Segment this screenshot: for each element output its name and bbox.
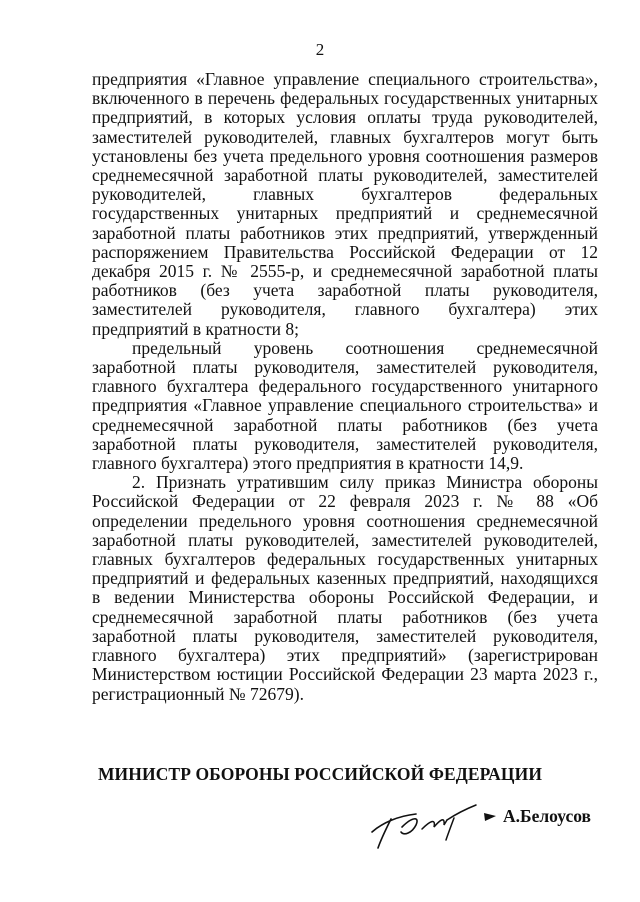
signatory-title: МИНИСТР ОБОРОНЫ РОССИЙСКОЙ ФЕДЕРАЦИИ xyxy=(97,764,543,784)
paragraph-continuation: предприятия «Главное управление специального строительства», включенного в перечень федеральных государственных унитарных предприятий, в которых условия оплаты труда руководителей, заместителей руководителей, главных бухгалтеров могут быть установлены без учета предельного уровня соотношения размеров среднемесячной заработной платы руководителей, заместителей руководителей, главных бухгалтеров федеральных государственных унитарных предприятий и среднемесячной заработной платы работников этих предприятий, утвержденный распоряжением Правительства Российской Федерации от 12 декабря 2015 г. № 2555-р, и среднемесячной заработной платы работников (без учета заработной платы руководителя, заместителей руководителя, главного бухгалтера) этих предприятий в кратности 8; xyxy=(92,69,598,339)
paragraph-limit-level: предельный уровень соотношения среднемесячной заработной платы руководителя, заместителей руководителя, главного бухгалтера федерального государственного унитарного предприятия «Главное управление специального строительства» и среднемесячной заработной платы работников (без учета заработной платы руководителя, заместителей руководителя, главного бухгалтера) этого предприятия в кратности 14,9. xyxy=(92,337,598,474)
paragraph-repeal-order: 2. Признать утратившим силу приказ Министра обороны Российской Федерации от 22 февраля 2023 г. № 88 «Об определении предельного уровня соотношения среднемесячной заработной платы руководителей, заместителей руководителей, главных бухгалтеров федеральных государственных унитарных предприятий и федеральных казенных предприятий, находящихся в ведении Министерства обороны Российской Федерации, и среднемесячной заработной платы работников (без учета заработной платы руководителя, заместителей руководителя, главного бухгалтера) этих предприятий» (зарегистрирован Министерством юстиции Российской Федерации 23 марта 2023 г., регистрационный № 72679). xyxy=(92,472,598,704)
document-body xyxy=(92,70,598,704)
signatory-name: А.Белоусов xyxy=(503,806,591,826)
page-number: 2 xyxy=(315,40,325,59)
handwritten-signature xyxy=(350,796,500,852)
